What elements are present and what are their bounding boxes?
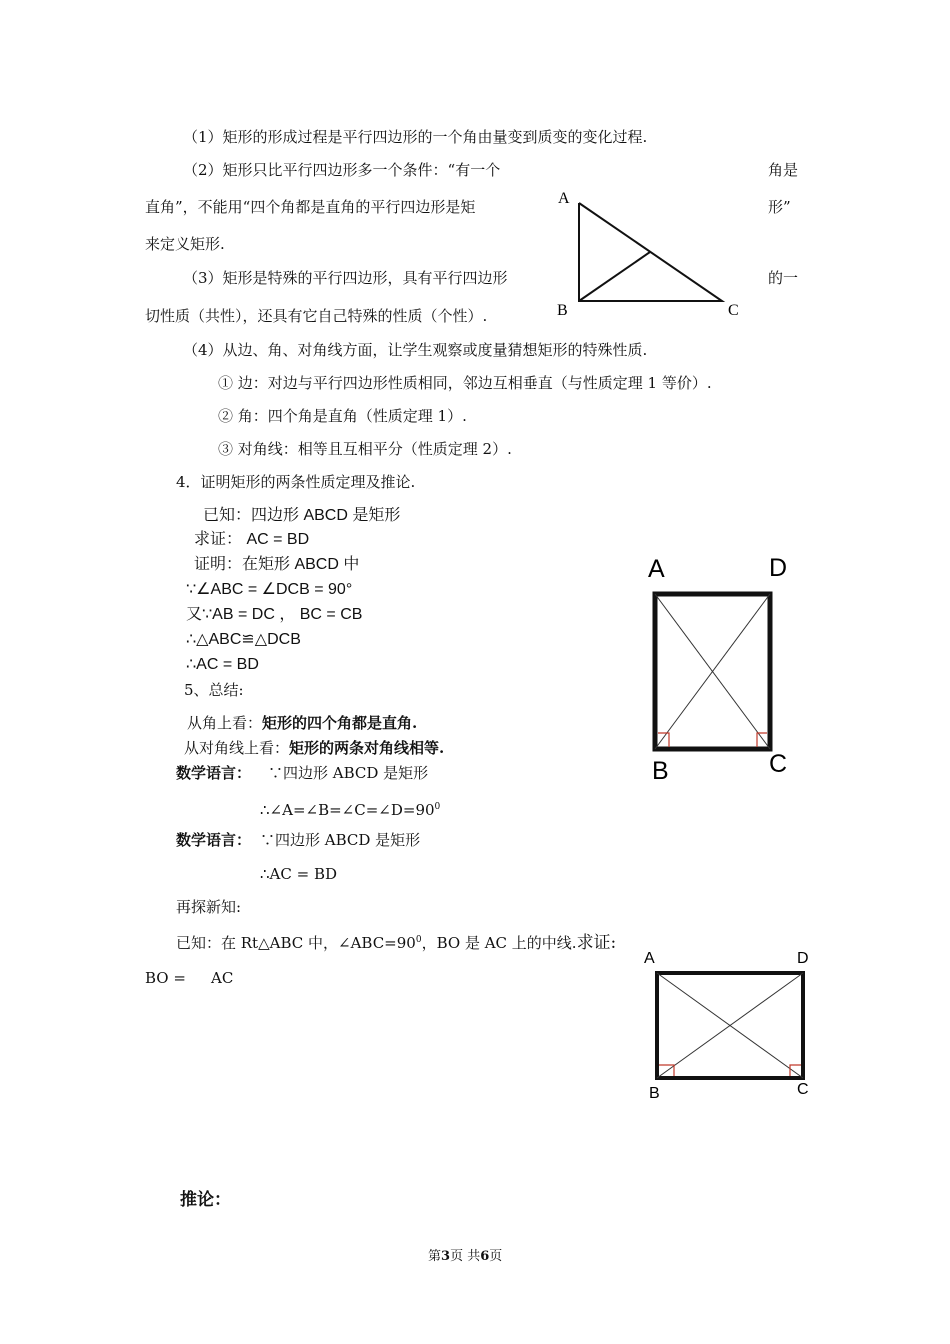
math-language-2-line-2: ∴AC = BD xyxy=(260,865,338,883)
explore-given-b: ，BO 是 AC 上的中线. xyxy=(421,934,577,952)
rect2-label-a: A xyxy=(644,950,655,967)
proof-step-3: ∴△ABC≌△DCB xyxy=(186,631,301,648)
rect1-right-angle-b xyxy=(658,733,669,747)
math1-line2-text: ∴∠A=∠B=∠C=∠D=90 xyxy=(260,801,435,819)
rect2-label-c: C xyxy=(797,1081,809,1098)
footer-total: 6 xyxy=(480,1249,490,1264)
footer-page: 3 xyxy=(441,1249,451,1264)
rect1-label-b: B xyxy=(652,757,669,785)
math-language-1-line-2 xyxy=(260,797,440,820)
triangle-figure xyxy=(550,185,750,325)
corollary-heading: 推论： xyxy=(180,1190,231,1210)
proof-given: 已知：四边形 ABCD 是矩形 xyxy=(203,507,401,524)
rectangle-figure-2 xyxy=(640,945,820,1105)
point-4-1: ① 边：对边与平行四边形性质相同，邻边互相垂直（与性质定理 1 等价）. xyxy=(218,374,712,392)
rect1-right-angle-c xyxy=(757,733,767,747)
proof-step-2: 又∵AB = DC ， BC = CB xyxy=(186,606,363,623)
point-3-a: （3）矩形是特殊的平行四边形，具有平行四边形 xyxy=(183,269,508,287)
point-3-c: 切性质（共性），还具有它自己特殊的性质（个性）. xyxy=(145,307,488,325)
triangle-label-b: B xyxy=(557,302,568,319)
point-2-e: 来定义矩形. xyxy=(145,235,225,253)
proof-step-4: ∴AC = BD xyxy=(186,656,259,673)
proof-prove: 求证： AC = BD xyxy=(194,531,310,548)
bo-equation-right: AC xyxy=(211,969,234,987)
point-2-d: 形” xyxy=(768,198,791,216)
summary-diagonal xyxy=(184,738,444,758)
explore-heading: 再探新知: xyxy=(176,898,242,916)
rect1-label-d: D xyxy=(769,554,788,582)
math-language-label-1: 数学语言： xyxy=(176,764,252,782)
explore-given-sup: 0 xyxy=(415,935,422,945)
math-language-1-line-1: ∵四边形 ABCD 是矩形 xyxy=(268,764,429,782)
triangle-label-c: C xyxy=(728,302,739,319)
rect1-label-a: A xyxy=(648,555,665,583)
section-5-heading: 5、总结: xyxy=(184,681,244,699)
explore-given-a: 已知：在 Rt△ABC 中，∠ABC=90 xyxy=(176,934,416,952)
summary-angle-text: 矩形的四个角都是直角. xyxy=(262,714,418,732)
point-4: （4）从边、角、对角线方面，让学生观察或度量猜想矩形的特殊性质. xyxy=(183,341,648,359)
point-1: （1）矩形的形成过程是平行四边形的一个角由量变到质变的变化过程. xyxy=(183,128,648,146)
rect1-label-c: C xyxy=(769,750,788,778)
footer-a: 第 xyxy=(428,1249,442,1264)
point-4-3: ③ 对角线：相等且互相平分（性质定理 2）. xyxy=(218,440,512,458)
triangle-median xyxy=(579,252,650,301)
proof-step-1: ∵∠ABC = ∠DCB = 90° xyxy=(186,581,353,598)
footer-c: 页 xyxy=(489,1249,503,1264)
rect2-label-d: D xyxy=(797,950,809,967)
summary-diagonal-text: 矩形的两条对角线相等. xyxy=(289,739,445,757)
point-2-b: 角是 xyxy=(768,161,799,179)
math-language-2-line-1: ∵四边形 ABCD 是矩形 xyxy=(260,831,421,849)
footer-b: 页 共 xyxy=(450,1249,481,1264)
rect2-label-b: B xyxy=(649,1085,660,1102)
math-language-label-2: 数学语言： xyxy=(176,831,252,849)
summary-diagonal-prefix: 从对角线上看： xyxy=(184,739,290,757)
rectangle-figure-1 xyxy=(640,550,800,785)
bo-equation-left: BO = xyxy=(145,969,186,987)
summary-angle-prefix: 从角上看： xyxy=(187,714,263,732)
point-4-2: ② 角：四个角是直角（性质定理 1）. xyxy=(218,407,467,425)
triangle-label-a: A xyxy=(558,190,570,207)
point-3-b: 的一 xyxy=(768,269,799,287)
section-4-heading: 4．证明矩形的两条性质定理及推论. xyxy=(176,473,416,491)
math1-line2-sup: 0 xyxy=(434,802,441,812)
page-footer xyxy=(428,1247,502,1267)
point-2-a: （2）矩形只比平行四边形多一个条件：“有一个 xyxy=(183,161,501,179)
point-2-c: 直角”，不能用“四个角都是直角的平行四边形是矩 xyxy=(145,198,476,216)
explore-given xyxy=(176,930,616,953)
summary-angle xyxy=(187,713,417,733)
proof-start: 证明：在矩形 ABCD 中 xyxy=(194,556,360,573)
rect2-right-angle-c xyxy=(790,1065,801,1076)
explore-given-c: 求证: xyxy=(576,933,617,953)
